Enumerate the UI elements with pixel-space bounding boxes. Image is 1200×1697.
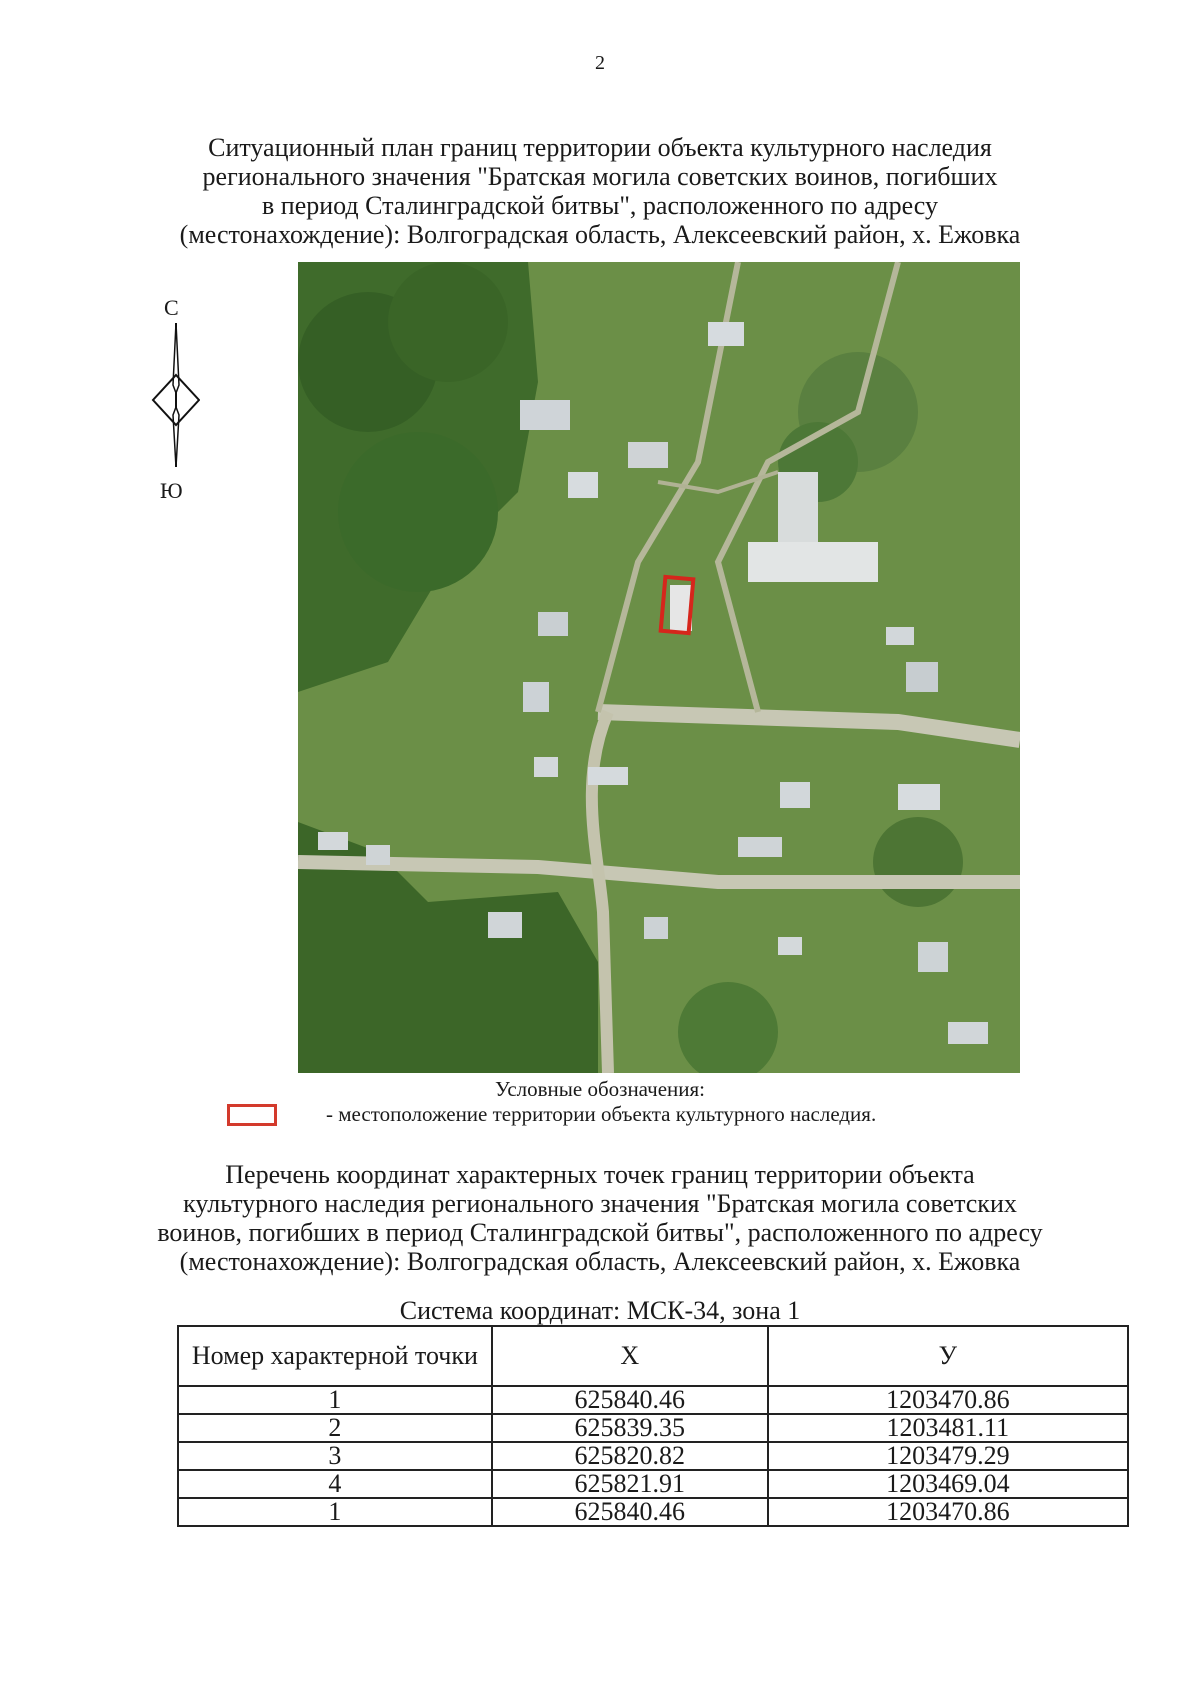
table-header-row (178, 1326, 1128, 1386)
cell-point-number: 4 (178, 1470, 492, 1498)
coordinate-list-title (130, 1160, 1070, 1276)
table-row (178, 1470, 1128, 1498)
header-x: X (492, 1326, 768, 1386)
cell-point-number: 1 (178, 1386, 492, 1414)
legend-item-heritage-site: - местоположение территории объекта культурного наследия. (326, 1102, 877, 1126)
list-title-line: воинов, погибших в период Сталинградской битвы", расположенного по адресу (157, 1218, 1043, 1247)
list-title-line: (местонахождение): Волгоградская область, Алексеевский район, х. Ежовка (179, 1247, 1021, 1276)
cell-y: 1203470.86 (768, 1386, 1128, 1414)
title-line: Ситуационный план границ территории объекта культурного наследия (208, 133, 992, 162)
table-row (178, 1386, 1128, 1414)
cell-y: 1203469.04 (768, 1470, 1128, 1498)
title-line: регионального значения "Братская могила советских воинов, погибших (202, 162, 998, 191)
page-number: 2 (595, 52, 605, 74)
coordinate-system-caption: Система координат: МСК-34, зона 1 (399, 1296, 801, 1325)
list-title-line: культурного наследия регионального значения "Братская могила советских (183, 1189, 1017, 1218)
cell-point-number: 2 (178, 1414, 492, 1442)
title-line: (местонахождение): Волгоградская область, Алексеевский район, х. Ежовка (179, 220, 1021, 249)
table-row (178, 1442, 1128, 1470)
cell-point-number: 3 (178, 1442, 492, 1470)
cell-x: 625840.46 (492, 1386, 768, 1414)
cell-x: 625820.82 (492, 1442, 768, 1470)
compass-arrow-icon (140, 295, 200, 495)
situational-plan-title (130, 133, 1070, 249)
cell-point-number: 1 (178, 1498, 492, 1526)
cell-y: 1203479.29 (768, 1442, 1128, 1470)
cell-y: 1203481.11 (768, 1414, 1128, 1442)
cell-x: 625839.35 (492, 1414, 768, 1442)
table-row (178, 1498, 1128, 1526)
coordinates-table (177, 1325, 1129, 1527)
title-line: в период Сталинградской битвы", расположенного по адресу (262, 191, 938, 220)
cell-y: 1203470.86 (768, 1498, 1128, 1526)
cell-x: 625821.91 (492, 1470, 768, 1498)
cell-x: 625840.46 (492, 1498, 768, 1526)
compass-north-label: С (164, 295, 179, 320)
satellite-map (298, 262, 1020, 1073)
legend-title: Условные обозначения: (494, 1077, 706, 1101)
compass-south-label: Ю (160, 478, 183, 503)
header-y: У (768, 1326, 1128, 1386)
legend-red-rectangle-icon (227, 1104, 277, 1126)
list-title-line: Перечень координат характерных точек границ территории объекта (225, 1160, 975, 1189)
header-point-number: Номер характерной точки (178, 1326, 492, 1386)
table-row (178, 1414, 1128, 1442)
